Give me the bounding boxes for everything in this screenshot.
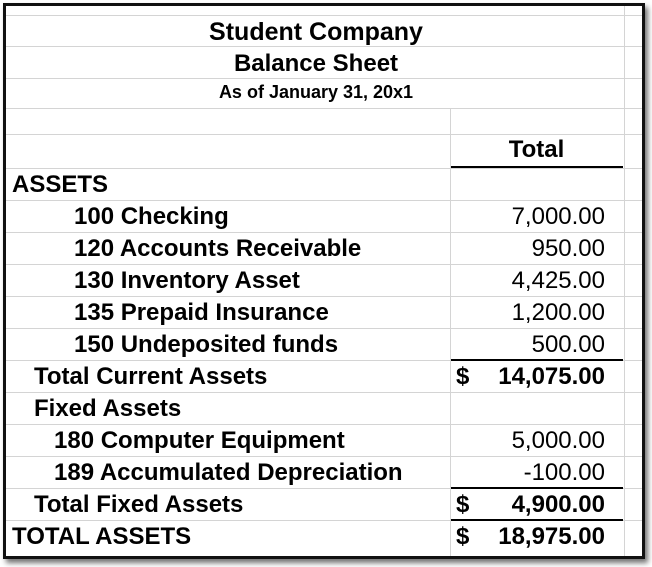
account-label: 120 Accounts Receivable [74, 235, 362, 262]
currency-symbol: $ [456, 523, 470, 550]
gridline [6, 232, 642, 233]
account-amount: 950.00 [531, 235, 605, 262]
subtotal-underline [451, 487, 623, 489]
gridline [6, 328, 642, 329]
account-amount: 7,000.00 [511, 203, 605, 230]
subtotal-underline [451, 519, 623, 521]
balance-sheet-frame [3, 3, 645, 559]
currency-symbol: $ [456, 491, 470, 518]
section-fixed-assets: Fixed Assets [34, 395, 182, 422]
account-label: 189 Accumulated Depreciation [54, 459, 403, 486]
currency-symbol: $ [456, 363, 470, 390]
account-amount: 500.00 [531, 331, 605, 358]
total-fixed-assets-label: Total Fixed Assets [34, 491, 244, 518]
column-header-total: Total [508, 136, 565, 163]
header-underline [451, 166, 623, 168]
gridline [6, 78, 642, 79]
total-current-assets-label: Total Current Assets [34, 363, 268, 390]
account-amount: 4,425.00 [511, 267, 605, 294]
gridline [6, 296, 642, 297]
account-amount: 5,000.00 [511, 427, 605, 454]
subtotal-underline [451, 359, 623, 361]
account-label: 180 Computer Equipment [54, 427, 345, 454]
account-label: 150 Undeposited funds [74, 331, 339, 358]
gridline [6, 456, 642, 457]
gridline [6, 108, 642, 109]
section-assets: ASSETS [12, 171, 109, 198]
total-fixed-assets-amount: 4,900.00 [511, 491, 605, 518]
account-amount: -100.00 [523, 459, 605, 486]
total-current-assets-amount: 14,075.00 [498, 363, 605, 390]
account-label: 135 Prepaid Insurance [74, 299, 329, 326]
account-amount: 1,200.00 [511, 299, 605, 326]
account-label: 130 Inventory Asset [74, 267, 300, 294]
account-label: 100 Checking [74, 203, 229, 230]
gridline [6, 15, 642, 16]
gridline [6, 200, 642, 201]
report-date: As of January 31, 20x1 [218, 82, 414, 102]
gridline [6, 424, 642, 425]
gridline [6, 392, 642, 393]
gridline [6, 134, 642, 135]
report-title: Balance Sheet [233, 50, 399, 77]
gridline [6, 168, 642, 169]
company-name: Student Company [209, 18, 423, 46]
total-assets-label: TOTAL ASSETS [12, 523, 192, 550]
total-assets-amount: 18,975.00 [498, 523, 605, 550]
gridline [6, 264, 642, 265]
